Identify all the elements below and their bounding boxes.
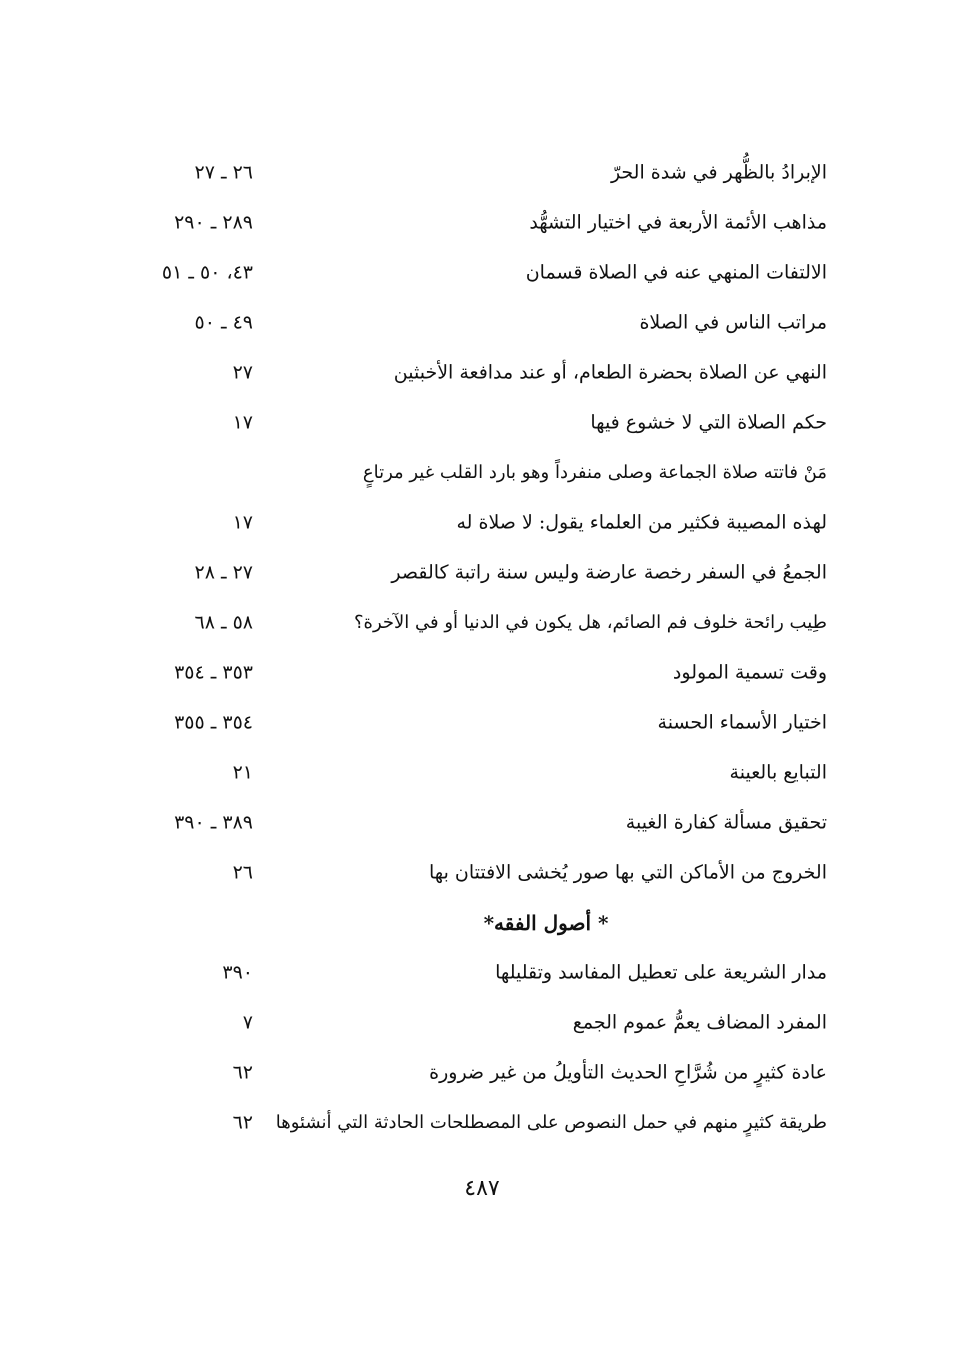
entry-pages: ١٧ [232,511,253,534]
entry-text: الالتفات المنهي عنه في الصلاة قسمان [525,261,827,284]
entry-pages: ٥٨ ـ ٦٨ [194,611,253,634]
entry-pages: ٢٦ ـ ٢٧ [194,161,253,184]
index-entry [135,198,827,248]
entry-text: المفرد المضاف يعمُّ عموم الجمع [572,1011,827,1034]
index-entry [135,448,827,498]
index-entry [135,948,827,998]
index-entry [135,148,827,198]
entry-pages: ٢٨٩ ـ ٢٩٠ [174,211,253,234]
index-entry [135,548,827,598]
entry-pages: ٦٢ [232,1111,253,1134]
entry-pages: ٣٥٤ ـ ٣٥٥ [174,711,253,734]
index-entry [135,648,827,698]
entry-pages: ٤٣، ٥٠ ـ ٥١ [161,261,253,284]
entry-text: مذاهب الأئمة الأربعة في اختيار التشهُّد [529,211,827,234]
index-entry [135,1098,827,1148]
entry-text: الإبرادُ بالظُّهر في شدة الحرّ [610,161,827,184]
entry-text: اختيار الأسماء الحسنة [657,711,827,734]
entry-text: مدار الشريعة على تعطيل المفاسد وتقليلها [495,961,827,984]
entry-pages: ٣٥٣ ـ ٣٥٤ [174,661,253,684]
entry-text: حكم الصلاة التي لا خشوع فيها [590,411,827,434]
entry-pages: ٢٦ [232,861,253,884]
index-entry [135,298,827,348]
index-entry [135,1048,827,1098]
entry-pages: ٧ [242,1011,253,1034]
entry-text: وقت تسمية المولود [672,661,827,684]
entry-text: الجمعُ في السفر رخصة عارضة وليس سنة راتبة كالقصر [391,561,827,584]
section-heading: * أصول الفقه* [483,911,609,935]
index-entry [135,348,827,398]
entry-text: الخروج من الأماكن التي بها صور يُخشى الافتتان بها [429,861,827,884]
index-entry [135,498,827,548]
entry-pages: ٣٩٠ [222,961,253,984]
index-entry [135,698,827,748]
entry-text: مراتب الناس في الصلاة [639,311,827,334]
entry-pages: ٦٢ [232,1061,253,1084]
entry-text: مَنْ فاتته صلاة الجماعة وصلى منفرداً وهو بارد القلب غير مرتاعٍ [362,462,827,483]
entry-pages: ١٧ [232,411,253,434]
index-entry [135,998,827,1048]
entry-pages: ٢٧ ـ ٢٨ [194,561,253,584]
entry-text: تحقيق مسألة كفارة الغيبة [625,811,827,834]
entry-pages: ٢١ [232,761,253,784]
index-entry [135,598,827,648]
entry-text: طِيب رائحة خلوف فم الصائم، هل يكون في الدنيا أو في الآخرة؟ [353,612,827,633]
index-entry [135,798,827,848]
index-list [135,148,827,1148]
entry-text: طريقة كثيرٍ منهم في حمل النصوص على المصطلحات الحادثة التي أنشئوها [275,1112,827,1133]
entry-pages: ٢٧ [232,361,253,384]
page-number: ٤٨٧ [464,1176,500,1201]
entry-text: النهي عن الصلاة بحضرة الطعام، أو عند مدافعة الأخبثين [393,361,827,384]
entry-text: لهذه المصيبة فكثير من العلماء يقول: لا صلاة له [456,511,827,534]
index-entry [135,248,827,298]
entry-pages: ٣٨٩ ـ ٣٩٠ [174,811,253,834]
index-entry [135,748,827,798]
entry-pages: ٤٩ ـ ٥٠ [194,311,253,334]
entry-text: عادة كثيرٍ من شُرَّاحِ الحديث التأويلُ من غير ضرورة [429,1061,827,1084]
index-entry [135,848,827,898]
index-entry [135,398,827,448]
section-heading-row [135,898,827,948]
entry-text: التبايع بالعينة [729,761,827,784]
